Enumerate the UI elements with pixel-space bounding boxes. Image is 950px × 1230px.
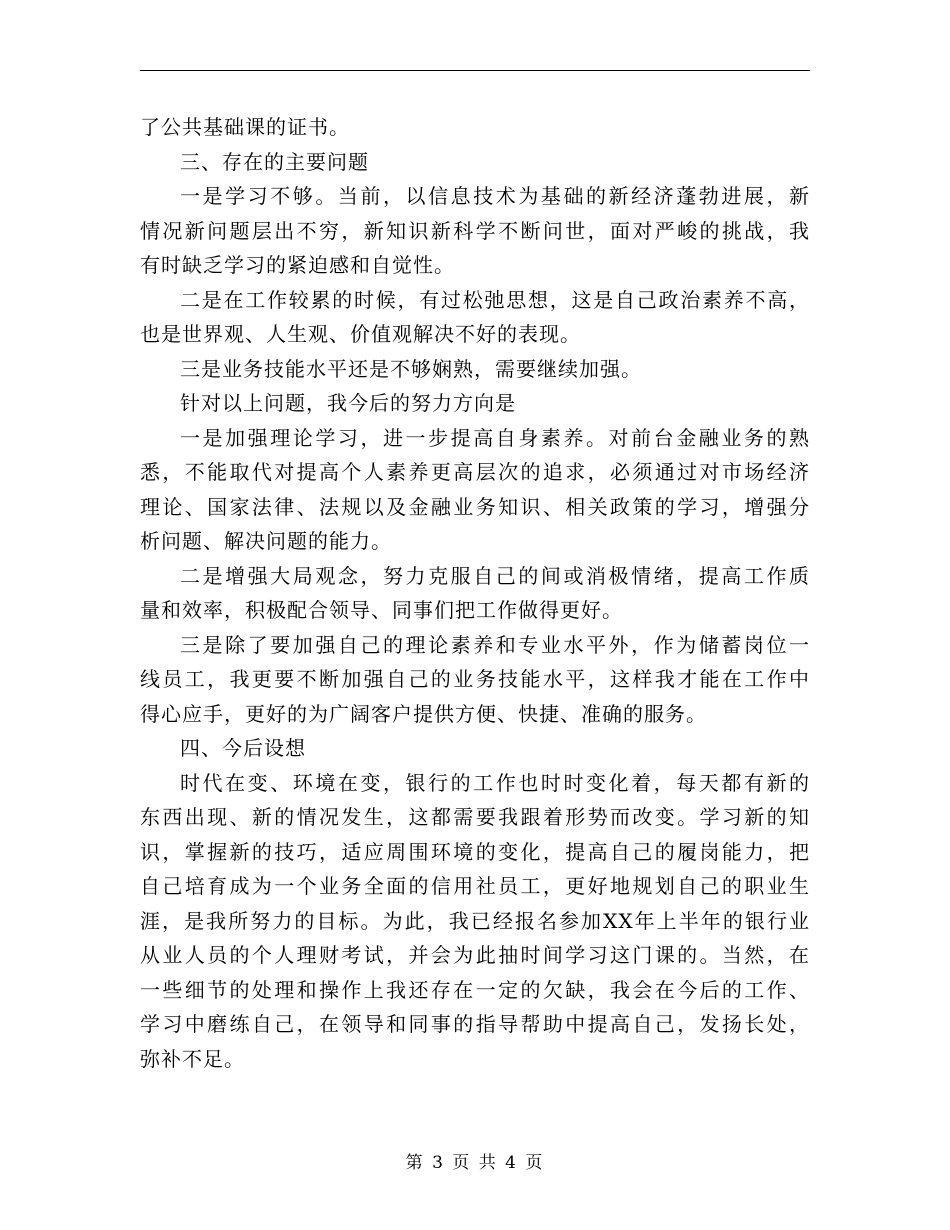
header-divider bbox=[140, 70, 810, 71]
text-line: 有时缺乏学习的紧迫感和自觉性。 bbox=[140, 253, 455, 277]
text-line: 一些细节的处理和操作上我还存在一定的欠缺，我会在今后的工作、 bbox=[140, 977, 810, 1002]
document-body bbox=[140, 110, 810, 1076]
text-line: 悉，不能取代对提高个人素养更高层次的追求，必须通过对市场经济 bbox=[140, 460, 810, 484]
text-line: 东西出现、新的情况发生，这都需要我跟着形势而改变。学习新的知 bbox=[140, 805, 810, 829]
text-line: 识，掌握新的技巧，适应周围环境的变化，提高自己的履岗能力，把 bbox=[140, 839, 810, 864]
text-line: 四、今后设想 bbox=[180, 736, 306, 760]
text-line: 时代在变、环境在变，银行的工作也时时变化着，每天都有新的 bbox=[180, 770, 810, 795]
text-line: 针对以上问题，我今后的努力方向是 bbox=[180, 391, 516, 415]
text-line: 一是学习不够。当前，以信息技术为基础的新经济蓬勃进展，新 bbox=[180, 184, 810, 208]
text-line: 一是加强理论学习，进一步提高自身素养。对前台金融业务的熟 bbox=[180, 425, 810, 450]
text-line: 得心应手，更好的为广阔客户提供方便、快捷、准确的服务。 bbox=[140, 701, 707, 726]
text-line: 线员工，我更要不断加强自己的业务技能水平，这样我才能在工作中 bbox=[140, 667, 810, 691]
text-line: 自己培育成为一个业务全面的信用社员工，更好地规划自己的职业生 bbox=[140, 874, 810, 898]
text-line: 二是增强大局观念，努力克服自己的间或消极情绪，提高工作质 bbox=[180, 563, 810, 588]
text-line: 量和效率，积极配合领导、同事们把工作做得更好。 bbox=[140, 598, 623, 622]
text-line: 三、存在的主要问题 bbox=[180, 149, 369, 174]
text-line: 也是世界观、人生观、价值观解决不好的表现。 bbox=[140, 322, 581, 346]
text-line: 情况新问题层出不穷，新知识新科学不断问世，面对严峻的挑战，我 bbox=[140, 218, 810, 243]
text-line: 从业人员的个人理财考试，并会为此抽时间学习这门课的。当然，在 bbox=[140, 943, 810, 967]
text-line: 二是在工作较累的时候，有过松弛思想，这是自己政治素养不高， bbox=[180, 287, 810, 312]
page-footer: 第 3 页 共 4 页 bbox=[405, 1153, 545, 1173]
text-line: 理论、国家法律、法规以及金融业务知识、相关政策的学习，增强分 bbox=[140, 494, 810, 519]
text-line: 析问题、解决问题的能力。 bbox=[140, 529, 392, 553]
text-line: 涯，是我所努力的目标。为此，我已经报名参加XX年上半年的银行业 bbox=[140, 908, 810, 933]
text-line: 了公共基础课的证书。 bbox=[140, 115, 350, 139]
text-line: 学习中磨练自己，在领导和同事的指导帮助中提高自己，发扬长处， bbox=[140, 1012, 810, 1036]
text-line: 三是业务技能水平还是不够娴熟，需要继续加强。 bbox=[180, 356, 642, 381]
text-line: 三是除了要加强自己的理论素养和专业水平外，作为储蓄岗位一 bbox=[180, 632, 810, 657]
text-line: 弥补不足。 bbox=[140, 1046, 245, 1071]
